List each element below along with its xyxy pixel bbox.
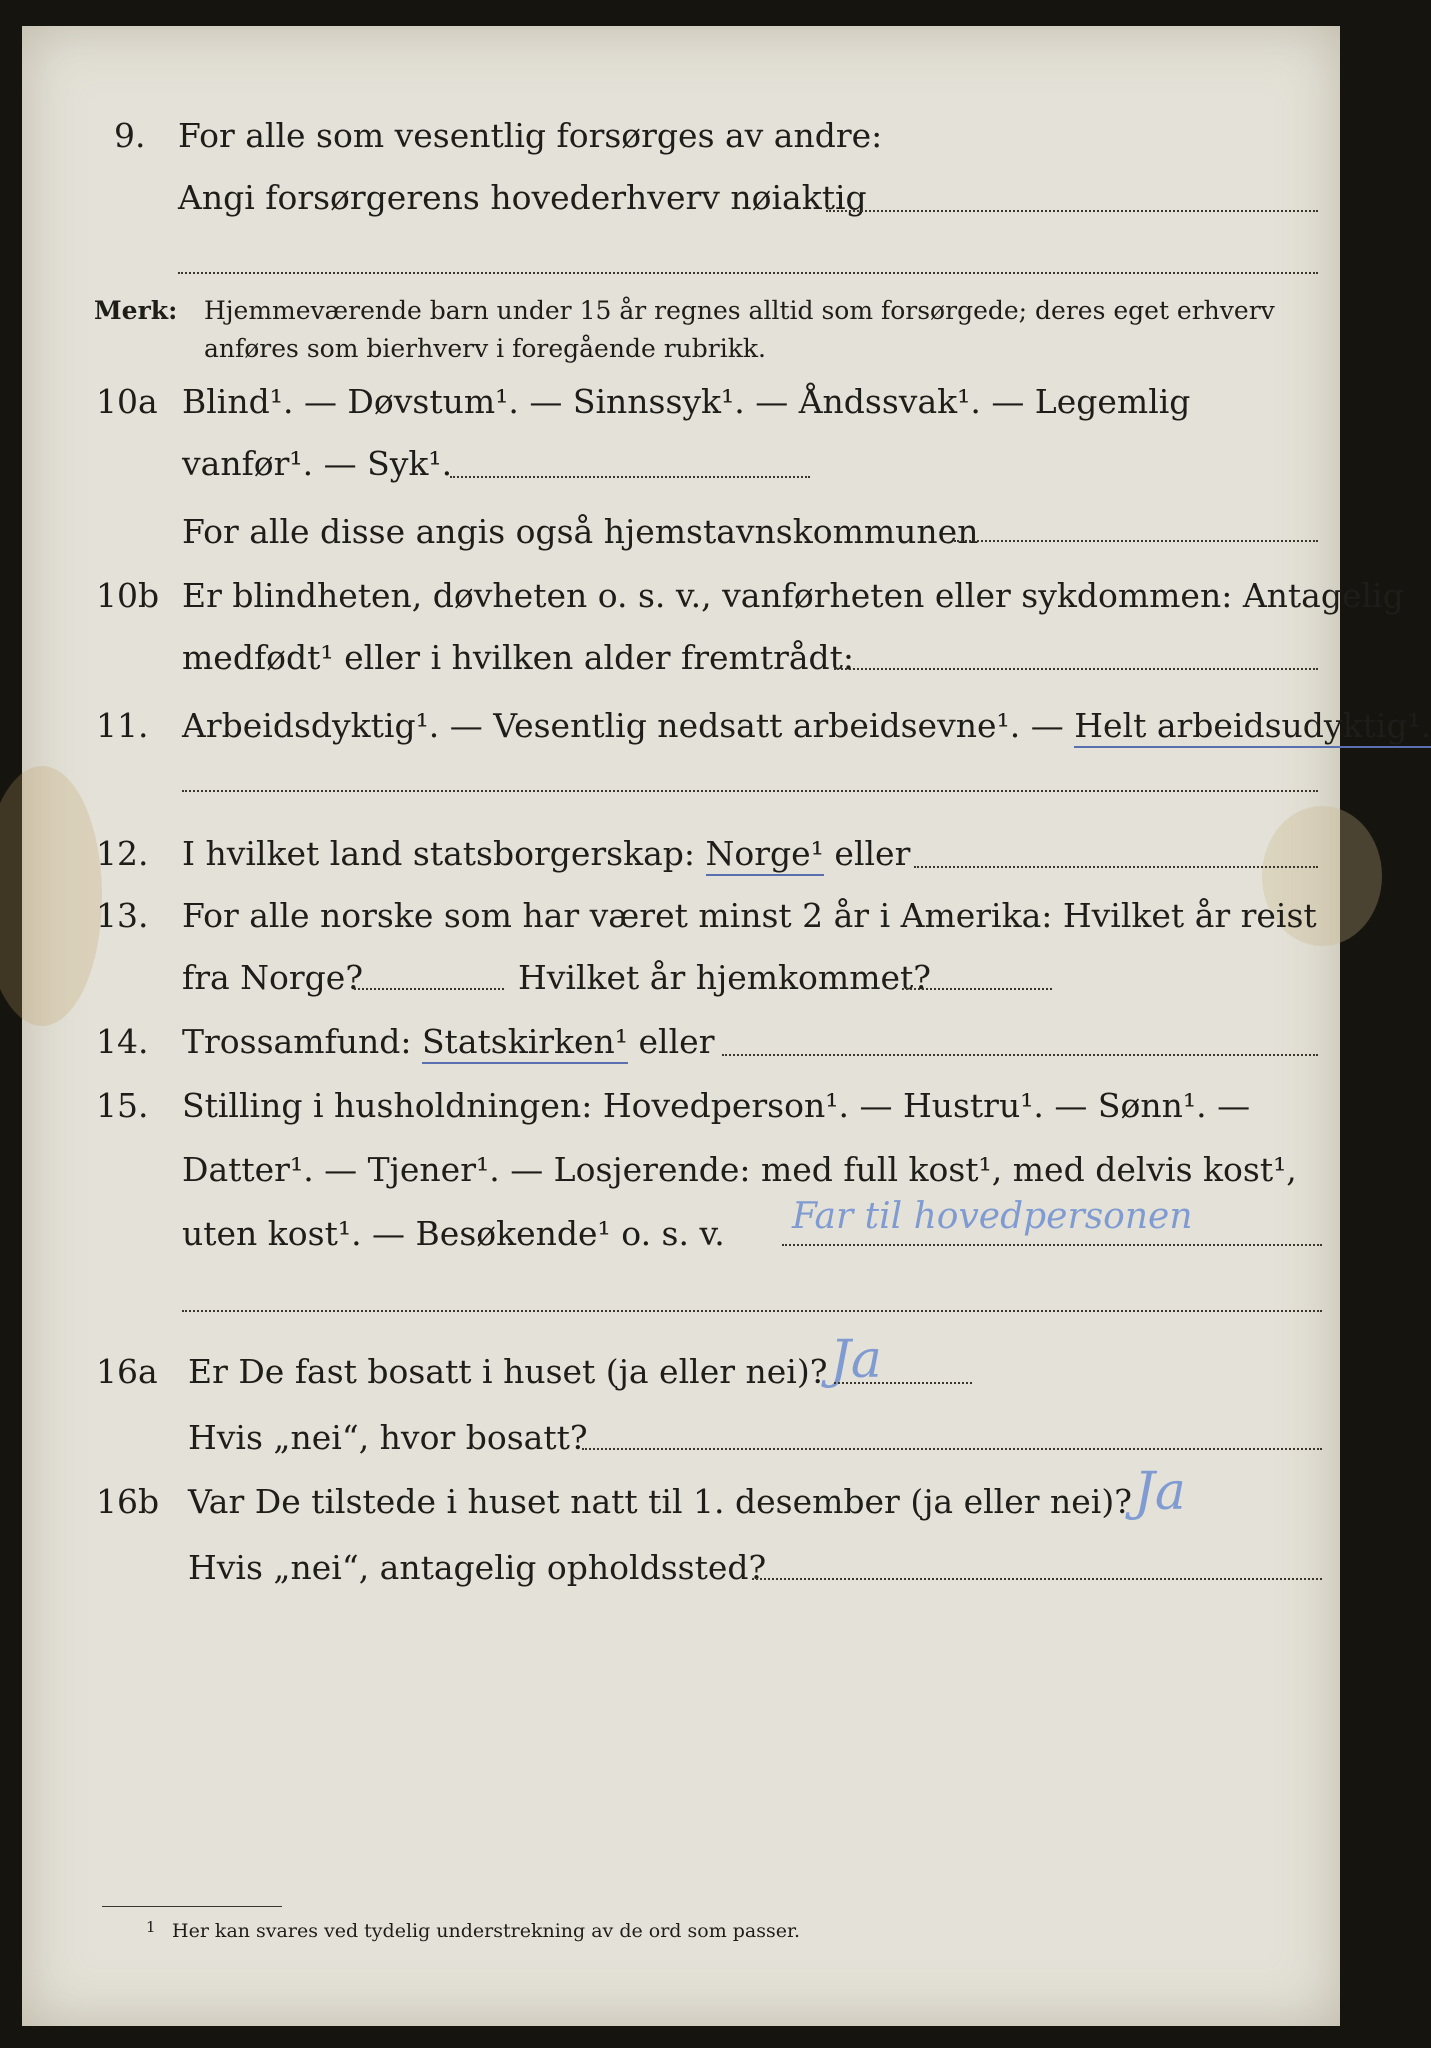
q9-answer-line-2 — [178, 272, 1318, 274]
q15-question-3: uten kost¹. — Besøkende¹ o. s. v. — [182, 1214, 725, 1253]
footnote-mark: 1 — [146, 1918, 156, 1936]
q12-question — [182, 834, 910, 874]
census-form-page — [22, 26, 1431, 2026]
q13-answer-line-2 — [902, 988, 1052, 990]
q15-answer-line — [782, 1244, 1322, 1246]
q10a-answer-line-2 — [954, 540, 1318, 542]
q11-underlined-answer: Helt arbeidsudyktig¹. — [1074, 706, 1431, 748]
q12-answer-line — [914, 866, 1318, 868]
q9-answer-line — [826, 210, 1318, 212]
q10a-question-2: vanfør¹. — Syk¹. — [182, 444, 453, 483]
q12-underlined-answer: Norge¹ — [706, 834, 824, 876]
q14-text-2: eller — [628, 1022, 715, 1061]
q9-number: 9. — [114, 116, 146, 155]
q16a-answer-line-2 — [582, 1448, 1322, 1450]
q11-options: Arbeidsdyktig¹. — Vesentlig nedsatt arbeidsevne¹. — — [182, 706, 1075, 745]
q10a-answer-line — [450, 476, 810, 478]
q16a-handwritten-answer: Ja — [830, 1330, 882, 1390]
q15-answer-line-2 — [182, 1310, 1322, 1312]
merk-label: Merk: — [94, 296, 178, 325]
q9-question: For alle som vesentlig forsørges av andre: — [178, 116, 883, 155]
q10b-answer-line — [834, 668, 1318, 670]
q13-question: For alle norske som har været minst 2 år i Amerika: Hvilket år reist — [182, 896, 1317, 935]
q10a-question-3: For alle disse angis også hjemstavnskommunen — [182, 512, 979, 551]
q12-text-2: eller — [823, 834, 911, 873]
q13-year-left: fra Norge? — [182, 958, 364, 997]
q15-question-2: Datter¹. — Tjener¹. — Losjerende: med full kost¹, med delvis kost¹, — [182, 1150, 1297, 1189]
q14-answer-line — [722, 1054, 1318, 1056]
q13-answer-line-1 — [354, 988, 504, 990]
q16a-question-2: Hvis „nei“, hvor bosatt? — [188, 1418, 588, 1457]
q15-number: 15. — [96, 1086, 149, 1125]
q14-question — [182, 1022, 714, 1062]
q14-number: 14. — [96, 1022, 149, 1061]
q16b-answer-line — [752, 1578, 1322, 1580]
q16a-question: Er De fast bosatt i huset (ja eller nei)? — [188, 1352, 828, 1391]
q14-text: Trossamfund: — [182, 1022, 422, 1061]
q10a-question: Blind¹. — Døvstum¹. — Sinnssyk¹. — Åndssvak¹. — Legemlig — [182, 382, 1191, 421]
q10a-number: 10a — [96, 382, 158, 421]
q10b-number: 10b — [96, 576, 160, 615]
merk-text-2: anføres som bierhverv i foregående rubrikk. — [204, 334, 766, 363]
q13-year-returned: Hvilket år hjemkommet? — [518, 958, 931, 997]
footnote-separator — [102, 1906, 282, 1907]
q16b-question: Var De tilstede i huset natt til 1. desember (ja eller nei)? — [188, 1482, 1132, 1521]
q14-underlined-answer: Statskirken¹ — [422, 1022, 628, 1064]
q11-question — [182, 706, 1431, 746]
q16b-handwritten-answer: Ja — [1134, 1462, 1186, 1522]
q12-number: 12. — [96, 834, 149, 873]
q11-number: 11. — [96, 706, 149, 745]
q10b-question: Er blindheten, døvheten o. s. v., vanførheten eller sykdommen: Antagelig — [182, 576, 1404, 615]
q10b-question-2: medfødt¹ eller i hvilken alder fremtrådt: — [182, 638, 855, 677]
footnote-text: Her kan svares ved tydelig understrekning av de ord som passer. — [172, 1920, 801, 1942]
q15-handwritten-answer: Far til hovedpersonen — [792, 1196, 1193, 1237]
merk-text-1: Hjemmeværende barn under 15 år regnes alltid som forsørgede; deres eget erhverv — [204, 296, 1275, 325]
q16a-answer-line — [834, 1382, 972, 1384]
q15-question: Stilling i husholdningen: Hovedperson¹. — Hustru¹. — Sønn¹. — — [182, 1086, 1251, 1125]
q9-question-2: Angi forsørgerens hovederhverv nøiaktig — [178, 178, 867, 217]
q12-text: I hvilket land statsborgerskap: — [182, 834, 706, 873]
q13-number: 13. — [96, 896, 149, 935]
q16b-question-2: Hvis „nei“, antagelig opholdssted? — [188, 1548, 767, 1587]
q11-answer-line — [182, 790, 1318, 792]
q16a-number: 16a — [96, 1352, 158, 1391]
q16b-number: 16b — [96, 1482, 160, 1521]
